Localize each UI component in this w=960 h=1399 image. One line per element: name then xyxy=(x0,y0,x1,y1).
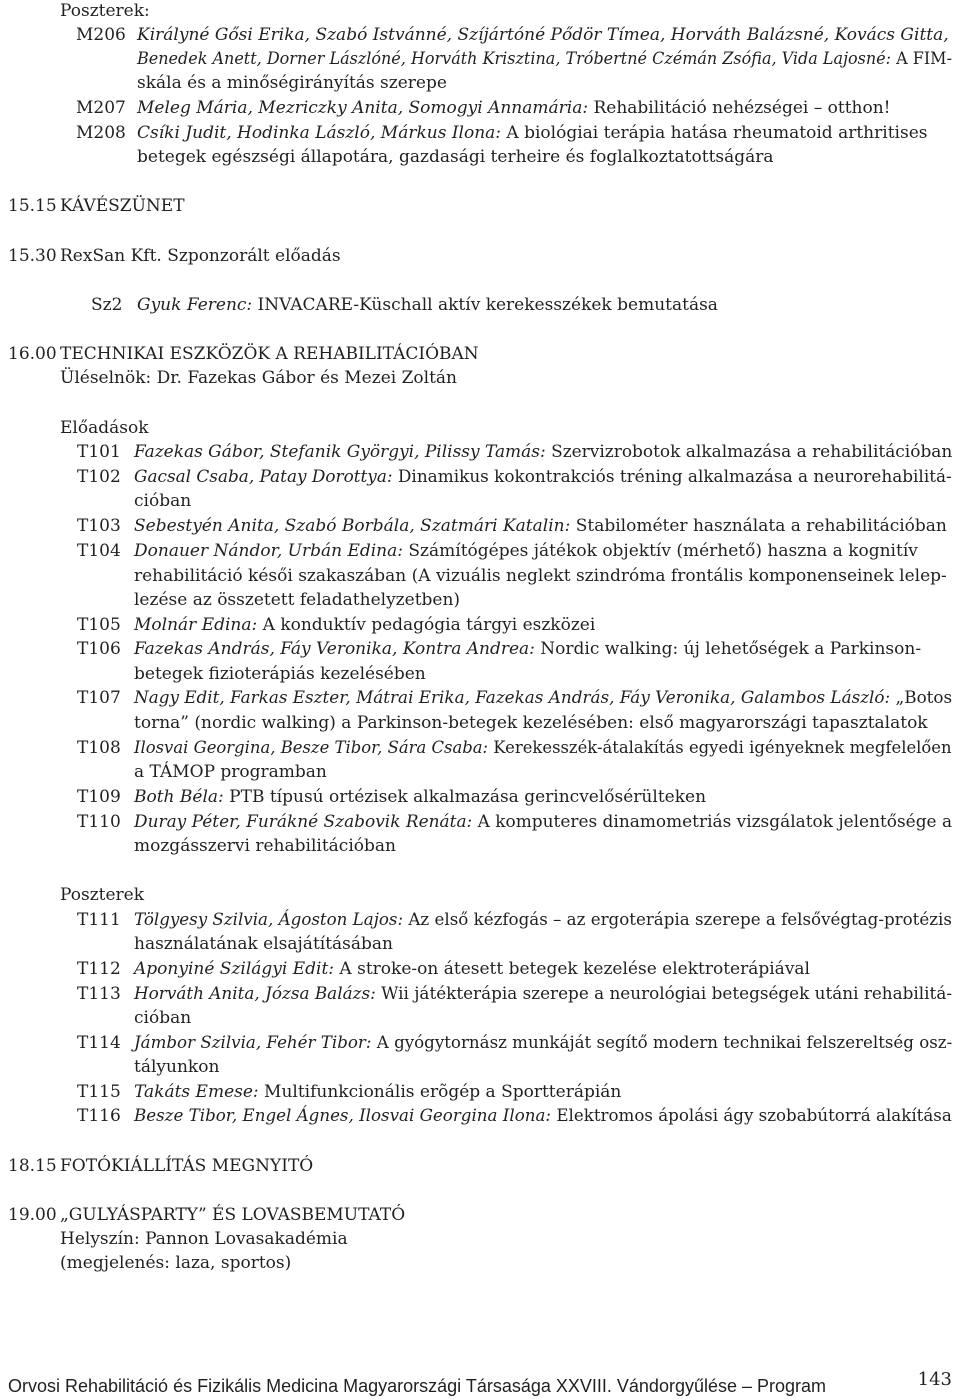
item-line xyxy=(137,294,718,316)
item-authors: Sebestyén Anita, Szabó Borbála, Szatmári Katalin: xyxy=(134,516,571,536)
item-title: Dinamikus kokontrakciós tréning alkalmazása a neurorehabilitá- xyxy=(392,467,952,487)
item-code: T113 xyxy=(77,984,121,1004)
item-title: rehabilitáció késői szakaszában (A vizuális neglekt szindróma frontális komponenseinek lelep- xyxy=(134,566,947,586)
item-code: M207 xyxy=(76,98,126,118)
posters-heading: Poszterek xyxy=(60,885,145,905)
item-code: Sz2 xyxy=(91,295,123,315)
item-title: Az első kézfogás – az ergoterápia szerepe a felsővégtag-protézis xyxy=(403,910,952,930)
item-title: Kerekesszék-átalakítás egyedi igényeknek megfelelően xyxy=(488,738,952,758)
item-title: torna” (nordic walking) a Parkinson-betegek kezelésében: első magyarországi tapasztalatok xyxy=(134,713,928,733)
item-title: mozgásszervi rehabilitációban xyxy=(134,836,396,856)
item-line xyxy=(134,958,810,980)
session-time: 16.00 xyxy=(8,344,57,364)
item-authors: Molnár Edina: xyxy=(134,615,258,635)
item-title: Rehabilitáció nehézségei – otthon! xyxy=(588,98,891,118)
item-authors: Nagy Edit, Farkas Eszter, Mátrai Erika, Fazekas András, Fáy Veronika, Galambos László: xyxy=(134,688,891,708)
item-code: M208 xyxy=(76,123,126,143)
page-number: 143 xyxy=(917,1369,952,1390)
item-line xyxy=(134,737,952,759)
item-line xyxy=(134,687,952,709)
item-code: M206 xyxy=(76,25,126,45)
item-title: lezése az összetett feladathelyzetben) xyxy=(134,590,461,610)
item-line xyxy=(134,638,921,660)
item-title: A FIM- xyxy=(891,49,952,69)
item-authors: Donauer Nándor, Urbán Edina: xyxy=(134,541,403,561)
item-authors: Csíki Judit, Hodinka László, Márkus Ilona: xyxy=(137,123,502,143)
item-title: INVACARE-Küschall aktív kerekesszékek bemutatása xyxy=(252,295,718,315)
session-title: „GULYÁSPARTY” ÉS LOVASBEMUTATÓ xyxy=(60,1205,406,1225)
item-authors: Királyné Gősi Erika, Szabó Istvánné, Szíjártóné Pődör Tímea, Horváth Balázsné, Kovács Gitta, xyxy=(137,25,949,45)
item-title: A biológiai terápia hatása rheumatoid arthritises xyxy=(501,123,928,143)
item-line xyxy=(134,983,952,1005)
item-line xyxy=(134,1032,952,1054)
session-title: FOTÓKIÁLLÍTÁS MEGNYITÓ xyxy=(60,1156,314,1176)
item-line xyxy=(134,1105,952,1127)
item-line xyxy=(134,786,706,808)
session-chairs: Üléselnök: Dr. Fazekas Gábor és Mezei Zoltán xyxy=(60,368,457,388)
item-authors: Takáts Emese: xyxy=(134,1082,259,1102)
item-line xyxy=(134,1081,621,1103)
item-title: Nordic walking: új lehetőségek a Parkinson- xyxy=(534,639,922,659)
item-title: Multifunkcionális erõgép a Sportterápián xyxy=(258,1082,622,1102)
item-title: Szervizrobotok alkalmazása a rehabilitációban xyxy=(545,442,953,462)
session-time: 19.00 xyxy=(8,1205,57,1225)
item-line xyxy=(134,540,918,562)
item-authors: Ilosvai Georgina, Besze Tibor, Sára Csaba: xyxy=(134,738,489,758)
item-code: T105 xyxy=(77,615,121,635)
item-line xyxy=(137,122,927,144)
item-authors: Tölgyesy Szilvia, Ágoston Lajos: xyxy=(134,910,404,930)
item-authors: Besze Tibor, Engel Ágnes, Ilosvai Georgina Ilona: xyxy=(134,1106,552,1126)
item-authors: Fazekas András, Fáy Veronika, Kontra Andrea: xyxy=(134,639,535,659)
item-title: skála és a minőségirányítás szerepe xyxy=(137,73,447,93)
session-time: 15.30 xyxy=(8,246,57,266)
item-authors: Gacsal Csaba, Patay Dorottya: xyxy=(134,467,393,487)
item-code: T112 xyxy=(77,959,121,979)
item-title: cióban xyxy=(134,1008,192,1028)
item-title: A gyógytornász munkáját segítő modern technikai felszereltség osz- xyxy=(371,1033,953,1053)
item-authors: Duray Péter, Furákné Szabovik Renáta: xyxy=(134,812,473,832)
item-code: T107 xyxy=(77,688,121,708)
item-authors: Horváth Anita, Józsa Balázs: xyxy=(134,984,376,1004)
item-line xyxy=(134,811,952,833)
item-title: „Botos xyxy=(890,688,953,708)
item-code: T103 xyxy=(77,516,121,536)
session-title: RexSan Kft. Szponzorált előadás xyxy=(60,246,341,266)
item-code: T114 xyxy=(77,1033,121,1053)
item-code: T101 xyxy=(77,442,121,462)
session-title: TECHNIKAI ESZKÖZÖK A REHABILITÁCIÓBAN xyxy=(60,344,479,364)
posters-heading: Poszterek: xyxy=(60,1,150,21)
footer-text: Orvosi Rehabilitáció és Fizikális Medicina Magyarországi Társasága XXVIII. Vándorgyűlése – Program xyxy=(8,1376,827,1396)
session-time: 18.15 xyxy=(8,1156,57,1176)
item-code: T102 xyxy=(77,467,121,487)
item-title: a TÁMOP programban xyxy=(134,762,327,782)
item-title: A komputeres dinamometriás vizsgálatok jelentősége a xyxy=(472,812,953,832)
item-authors: Gyuk Ferenc: xyxy=(137,295,253,315)
item-authors: Fazekas Gábor, Stefanik Györgyi, Pilissy Tamás: xyxy=(134,442,546,462)
item-authors: Aponyiné Szilágyi Edit: xyxy=(134,959,335,979)
item-code: T104 xyxy=(77,541,121,561)
item-title: PTB típusú ortézisek alkalmazása gerincvelősérülteken xyxy=(223,787,707,807)
lectures-heading: Előadások xyxy=(60,418,149,438)
item-code: T110 xyxy=(77,812,121,832)
item-code: T109 xyxy=(77,787,121,807)
item-title: Stabilométer használata a rehabilitációban xyxy=(570,516,947,536)
item-line xyxy=(134,466,952,488)
item-line xyxy=(134,909,952,931)
item-authors: Jámbor Szilvia, Fehér Tibor: xyxy=(134,1033,372,1053)
item-line xyxy=(134,515,947,537)
item-authors: Both Béla: xyxy=(134,787,224,807)
item-line xyxy=(134,614,595,636)
session-time: 15.15 xyxy=(8,196,57,216)
item-title: Wii játékterápia szerepe a neurológiai betegségek utáni rehabilitá- xyxy=(375,984,953,1004)
page-footer xyxy=(8,1369,952,1397)
session-title: KÁVÉSZÜNET xyxy=(60,196,185,216)
item-title: A konduktív pedagógia tárgyi eszközei xyxy=(257,615,596,635)
item-title: Elektromos ápolási ágy szobabútorrá alakítása xyxy=(551,1106,952,1126)
item-code: T115 xyxy=(77,1082,121,1102)
item-code: T106 xyxy=(77,639,121,659)
item-title: betegek fizioterápiás kezelésében xyxy=(134,664,426,684)
item-title-line xyxy=(137,48,952,70)
session-location: Helyszín: Pannon Lovasakadémia xyxy=(60,1229,348,1249)
item-code: T116 xyxy=(77,1106,121,1126)
item-title: Számítógépes játékok objektív (mérhető) haszna a kognitív xyxy=(403,541,918,561)
item-authors: Meleg Mária, Mezriczky Anita, Somogyi Annamária: xyxy=(137,98,589,118)
item-title: betegek egészségi állapotára, gazdasági terheire és foglalkoztatottságára xyxy=(137,147,774,167)
item-line xyxy=(134,441,952,463)
item-title: A stroke-on átesett betegek kezelése elektroterápiával xyxy=(334,959,810,979)
session-dress-code: (megjelenés: laza, sportos) xyxy=(60,1253,292,1273)
item-title: használatának elsajátításában xyxy=(134,934,394,954)
item-title: cióban xyxy=(134,491,192,511)
item-code: T108 xyxy=(77,738,121,758)
item-line xyxy=(137,97,891,119)
item-title: tályunkon xyxy=(134,1057,220,1077)
item-code: T111 xyxy=(77,910,121,930)
item-authors: Benedek Anett, Dorner Lászlóné, Horváth Krisztina, Tróbertné Czémán Zsófia, Vida Lajosné: xyxy=(137,49,892,69)
